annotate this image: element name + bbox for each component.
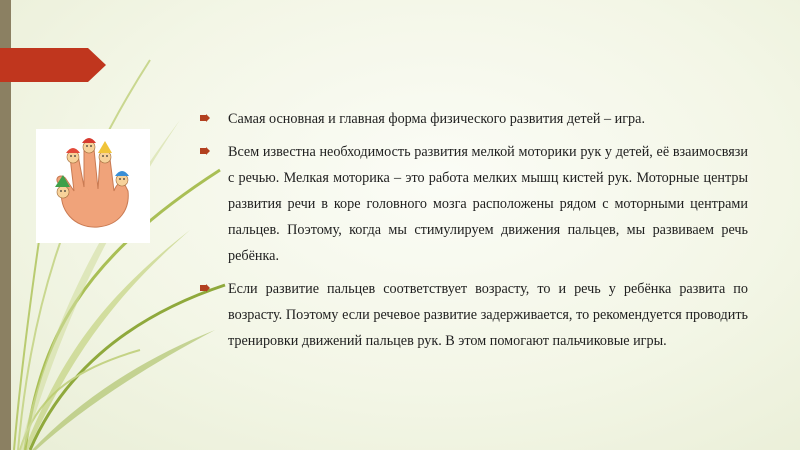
arrow-bullet-icon: [200, 147, 210, 155]
list-item: [200, 276, 748, 354]
list-item-text: Если развитие пальцев соответствует возрасту, то и речь у ребёнка развита по возрасту. Поэтому если речевое развитие задерживается, то рекомендуется проводить тренировки движений пальцев рук. В этом помогают пальчиковые игры.: [228, 281, 748, 349]
arrow-bullet-icon: [200, 284, 210, 292]
list-item-text: Всем известна необходимость развития мелкой моторики рук у детей, её взаимосвязи с речью. Мелкая моторика – это работа мелких мышц кистей рук. Моторные центры развития речи в коре головного мозга расположены рядом с моторными центрами пальцев. Поэтому, когда мы стимулируем движения пальцев, мы развиваем речь ребёнка.: [228, 144, 748, 264]
list-item: [200, 139, 748, 269]
list-item: [200, 106, 748, 132]
list-item-text: Самая основная и главная форма физического развития детей – игра.: [228, 111, 645, 127]
hand-puppets-picture: [36, 129, 150, 243]
hand-with-finger-puppets-illustration: [36, 129, 150, 243]
bullet-list: [200, 106, 748, 361]
arrow-bullet-icon: [200, 114, 210, 122]
red-accent-tab: [0, 48, 106, 82]
